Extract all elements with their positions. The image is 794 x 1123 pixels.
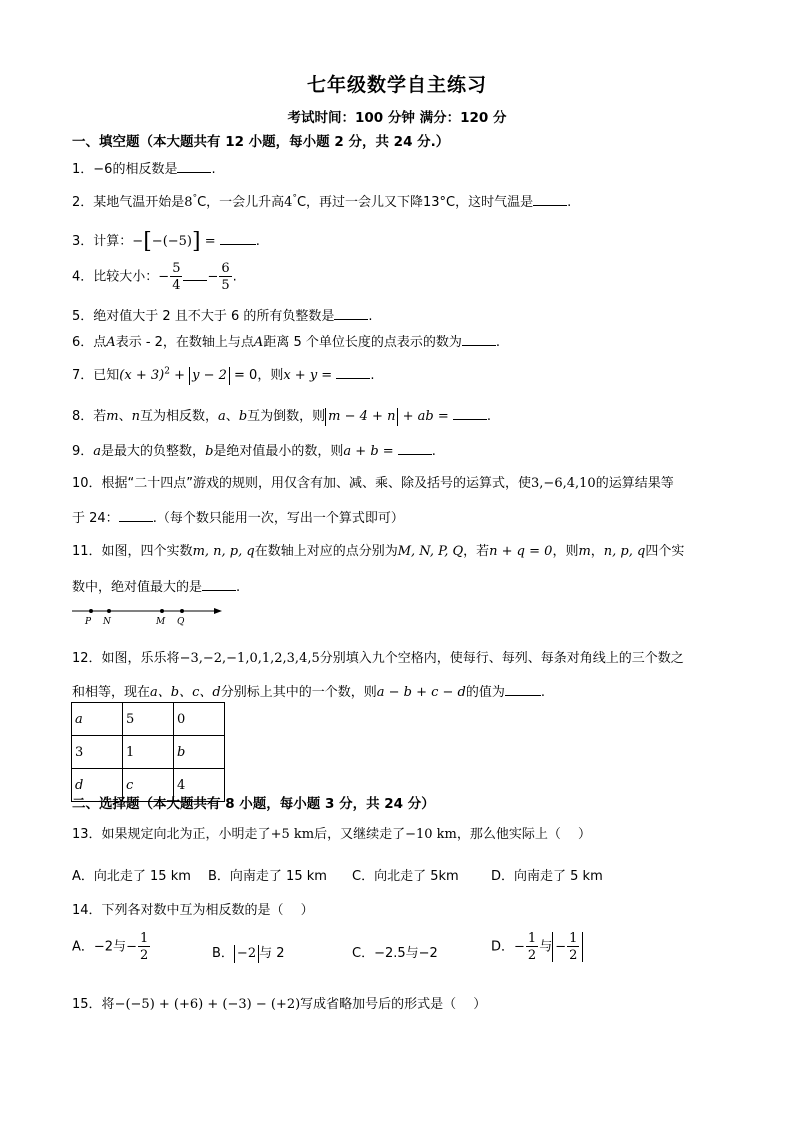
answer-blank[interactable]	[202, 578, 236, 591]
answer-blank[interactable]	[462, 333, 496, 346]
table-cell: 5	[123, 703, 174, 736]
fraction: $\frac{5}{4}$	[172, 261, 181, 293]
answer-blank[interactable]	[177, 160, 211, 173]
question-9: 9．a是最大的负整数，b是绝对值最小的数，则a + b = .	[72, 444, 436, 459]
label-Q: Q	[177, 617, 185, 627]
question-1: 1．−6的相反数是 .	[72, 162, 216, 177]
option-a[interactable]: A．向北走了 15 km	[72, 869, 191, 884]
question-2: 2．某地气温开始是8°C，一会儿升高4°C，再过一会儿又下降13°C，这时气温是 .	[72, 193, 572, 210]
table-cell: d	[72, 769, 123, 802]
answer-blank[interactable]	[453, 407, 487, 420]
table-row	[72, 736, 225, 769]
point-Q	[180, 609, 184, 613]
answer-blank[interactable]	[336, 366, 370, 379]
question-6: 6．点A表示 - 2，在数轴上与点A距离 5 个单位长度的点表示的数为 .	[72, 335, 500, 350]
question-13: 13．如果规定向北为正，小明走了+5 km后，又继续走了−10 km，那么他实际上（ ）	[72, 827, 592, 842]
option-b[interactable]: B． −2 与 2	[212, 946, 285, 961]
answer-blank[interactable]	[533, 193, 567, 206]
table-cell: b	[174, 736, 225, 769]
number-line-figure	[72, 602, 232, 628]
question-11: 11．如图，四个实数m, n, p, q在数轴上对应的点分别为M, N, P, Q，若n + q = 0，则m，n, p, q四个实	[72, 544, 685, 559]
table-cell: 0	[174, 703, 225, 736]
answer-blank[interactable]	[183, 268, 207, 281]
fraction: $\frac{1}{2}$	[527, 931, 537, 963]
question-12-line-2: 和相等，现在a、b、c、d分别标上其中的一个数，则a − b + c − d的值为 .	[72, 685, 546, 700]
question-15: 15．将−(−5) + (+6) + (−3) − (+2)写成省略加号后的形式是（ ）	[72, 997, 487, 1012]
label-M: M	[156, 617, 166, 627]
fraction: $\frac{6}{5}$	[221, 261, 230, 293]
option-c[interactable]: C．向北走了 5km	[352, 869, 459, 884]
label-N: N	[103, 617, 111, 627]
question-4: 4．比较大小：− $\frac{5}{4}$ − $\frac{6}{5}$ .	[72, 261, 237, 293]
point-N	[107, 609, 111, 613]
exam-info: 考试时间：100 分钟 满分：120 分	[287, 110, 507, 126]
table-cell: c	[123, 769, 174, 802]
page-title: 七年级数学自主练习	[306, 74, 487, 96]
option-d[interactable]: D．− $\frac{1}{2}$ 与 − $\frac{1}{2}$	[491, 932, 583, 962]
point-P	[89, 609, 93, 613]
table-cell: 1	[123, 736, 174, 769]
option-c[interactable]: C．−2.5与−2	[352, 946, 438, 961]
table-cell: 3	[72, 736, 123, 769]
option-b[interactable]: B．向南走了 15 km	[208, 869, 327, 884]
answer-blank[interactable]	[220, 232, 256, 245]
magic-square-table	[71, 702, 225, 802]
absolute-value: − $\frac{1}{2}$	[552, 932, 583, 962]
question-10-line-2: 于 24： .（每个数只能用一次，写出一个算式即可）	[72, 511, 404, 526]
question-7: 7．已知$(x + 3)^2 + y - 2 = 0$，则x + y = .	[72, 366, 375, 383]
question-11-line-2: 数中，绝对值最大的是 .	[72, 580, 241, 595]
question-14: 14．下列各对数中互为相反数的是（ ）	[72, 903, 314, 918]
question-5: 5．绝对值大于 2 且不大于 6 的所有负整数是 .	[72, 309, 373, 324]
table-cell: 4	[174, 769, 225, 802]
answer-blank[interactable]	[119, 509, 153, 522]
question-10: 10．根据“二十四点”游戏的规则，用仅含有加、减、乘、除及括号的运算式，使3,−6,4,10的运算结果等	[72, 476, 674, 491]
option-a[interactable]: A．−2与− $\frac{1}{2}$	[72, 931, 149, 963]
answer-blank[interactable]	[334, 307, 368, 320]
fraction: $\frac{1}{2}$	[569, 931, 578, 963]
option-d[interactable]: D．向南走了 5 km	[491, 869, 603, 884]
question-8: 8．若m、n互为相反数，a、b互为倒数，则 m − 4 + n + ab = .	[72, 409, 491, 424]
section-choice-heading: 二、选择题（本大题共有 8 小题，每小题 3 分，共 24 分）	[72, 796, 435, 812]
table-cell: a	[72, 703, 123, 736]
point-M	[160, 609, 164, 613]
question-3: 3．计算：−[−(−5)] = .	[72, 229, 260, 254]
answer-blank[interactable]	[398, 442, 432, 455]
fraction: $\frac{1}{2}$	[139, 931, 149, 963]
label-P: P	[85, 617, 92, 627]
arrow-right-icon	[214, 608, 222, 614]
answer-blank[interactable]	[505, 683, 541, 696]
section-fill-in-heading: 一、填空题（本大题共有 12 小题，每小题 2 分，共 24 分.）	[72, 134, 450, 150]
question-12: 12．如图，乐乐将−3,−2,−1,0,1,2,3,4,5分别填入九个空格内，使每行、每列、每条对角线上的三个数之	[72, 651, 684, 666]
table-row	[72, 703, 225, 736]
